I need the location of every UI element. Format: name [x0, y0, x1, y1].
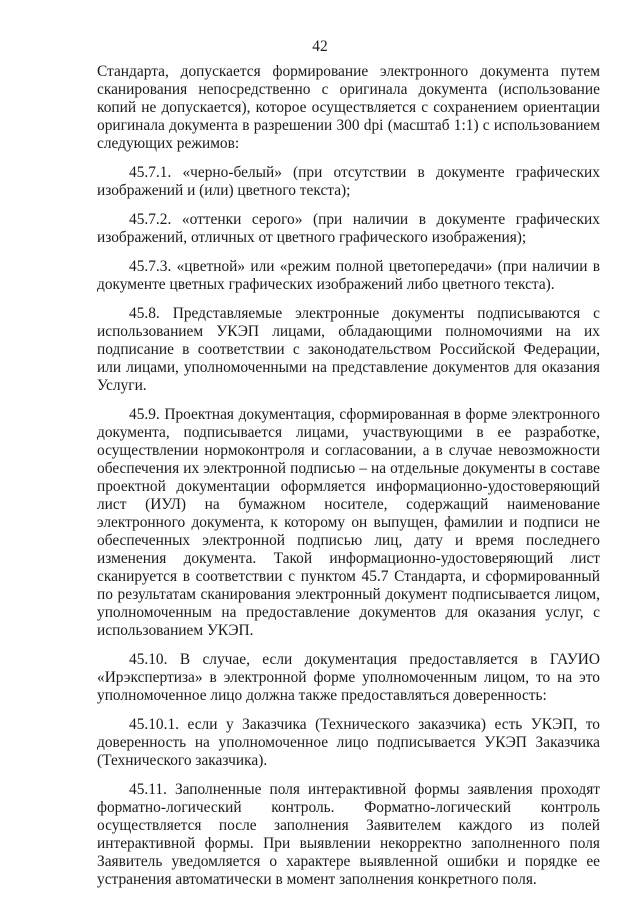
paragraph-45-10: 45.10. В случае, если документация предоставляется в ГАУИО «Ирэкспертиза» в электронной форме уполномоченным лицом, то на это уполномоченное лицо должна также предоставляться доверенность:	[97, 651, 600, 704]
paragraph-45-7-1: 45.7.1. «черно-белый» (при отсутствии в документе графических изображений и (или) цветного текста);	[97, 164, 600, 199]
paragraph-45-7-3: 45.7.3. «цветной» или «режим полной цветопередачи» (при наличии в документе цветных графических изображений либо цветного текста).	[97, 258, 600, 293]
paragraph-continuation: Стандарта, допускается формирование электронного документа путем сканирования непосредственно с оригинала документа (использование копий не допускается), которое осуществляется с сохранением ориентации оригинала документа в разрешении 300 dpi (масштаб 1:1) с использованием следующих режимов:	[97, 63, 600, 152]
paragraph-45-8: 45.8. Представляемые электронные документы подписываются с использованием УКЭП лицами, обладающими полномочиями на их подписание в соответствии с законодательством Российской Федерации, или лицами, уполномоченными на представление документов для оказания Услуги.	[97, 305, 600, 394]
paragraph-45-11: 45.11. Заполненные поля интерактивной формы заявления проходят форматно-логический контроль. Форматно-логический контроль осуществляется после заполнения Заявителем каждого из полей интерактивной формы. При выявлении некорректно заполненного поля Заявитель уведомляется о характере выявленной ошибки и порядке ее устранения автоматически в момент заполнения конкретного поля.	[97, 781, 600, 888]
paragraph-45-10-1: 45.10.1. если у Заказчика (Технического заказчика) есть УКЭП, то доверенность на уполномоченное лицо подписывается УКЭП Заказчика (Технического заказчика).	[97, 716, 600, 769]
page-number: 42	[312, 38, 328, 55]
paragraph-45-9: 45.9. Проектная документация, сформированная в форме электронного документа, подписывается лицами, участвующими в ее разработке, осуществлении нормоконтроля и согласовании, а в случае невозможности обеспечения их электронной подписью – на отдельные документы в составе проектной документации оформляется информационно-удостоверяющий лист (ИУЛ) на бумажном носителе, содержащий наименование электронного документа, к которому он выпущен, фамилии и подписи не обеспеченных электронной подписью лиц, дату и время последнего изменения документа. Такой информационно-удостоверяющий лист сканируется в соответствии с пунктом 45.7 Стандарта, и сформированный по результатам сканирования электронный документ подписывается лицом, уполномоченным на предоставление документов для оказания услуг, с использованием УКЭП.	[97, 406, 600, 639]
paragraph-45-7-2: 45.7.2. «оттенки серого» (при наличии в документе графических изображений, отличных от цветного графического изображения);	[97, 211, 600, 246]
document-body	[97, 63, 600, 889]
